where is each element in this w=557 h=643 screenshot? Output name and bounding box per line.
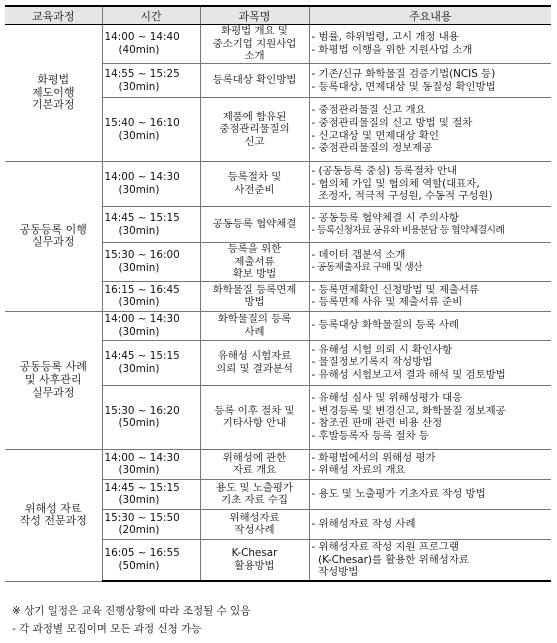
session-time: 14:00 ~ 14:40 <box>104 31 180 44</box>
session-subject: 위해성에 관한 자료 개요 <box>200 449 309 479</box>
session-duration: (30min) <box>118 224 160 237</box>
session-time-cell <box>102 25 200 64</box>
session-subject: 등록절차 및 사전준비 <box>200 162 309 207</box>
session-subject: 제품에 함유된 중점관리물질의 신고 <box>200 98 309 162</box>
session-subject: 화학물질의 등록 사례 <box>200 311 309 340</box>
course-name: 공동등록 이행 실무과정 <box>5 162 102 312</box>
session-subject: 등록을 위한 제출서류 확보 방법 <box>200 243 309 282</box>
session-time: 14:00 ~ 14:30 <box>104 451 180 464</box>
session-time-cell <box>102 311 200 340</box>
session-content <box>309 64 551 98</box>
session-content <box>309 479 551 509</box>
content-item: - 화평법에서의 위해성 평가 <box>311 451 436 464</box>
session-time: 15:30 ~ 16:20 <box>104 404 180 417</box>
content-item: - 범률, 하위법령, 고시 개정 내용 <box>311 31 459 44</box>
course-name: 공동등록 사례 및 사후관리 실무과정 <box>5 311 102 449</box>
session-time: 15:40 ~ 16:10 <box>104 116 180 129</box>
session-time-cell <box>102 162 200 207</box>
session-subject: 등록대상 확인방법 <box>200 64 309 98</box>
content-item: - 후발등록자 등록 절차 등 <box>311 429 429 442</box>
content-item: - 중점관리물질의 신고 방법 및 절차 <box>311 116 473 129</box>
session-time: 14:55 ~ 15:25 <box>104 67 180 80</box>
session-row <box>5 162 551 207</box>
session-subject: K-Chesar 활용방법 <box>200 539 309 581</box>
course-name: 화평법 제도이행 기본과정 <box>5 25 102 162</box>
session-subject: 공동등록 협약체결 <box>200 207 309 243</box>
content-item: - 참조권 판매 관련 비용 산정 <box>311 417 443 430</box>
content-item: - 공동제출자료 구매 및 생산 <box>311 261 422 273</box>
session-content <box>309 509 551 539</box>
session-time-cell <box>102 509 200 539</box>
session-content <box>309 311 551 340</box>
content-item: - 등록대상, 면제대상 및 동질성 확인방법 <box>311 80 496 93</box>
session-time-cell <box>102 479 200 509</box>
session-row <box>5 449 551 479</box>
session-subject: 용도 및 노출평가 기초 자료 수집 <box>200 479 309 509</box>
session-row <box>5 311 551 340</box>
session-content <box>309 25 551 64</box>
header-row <box>5 6 551 25</box>
schedule-body <box>5 25 551 582</box>
session-time: 14:45 ~ 15:15 <box>104 350 180 363</box>
session-time-cell <box>102 64 200 98</box>
content-item: - 등록대상 화학물질의 등록 사례 <box>311 319 459 332</box>
content-item: - 중점관리물질 신고 개요 <box>311 104 426 117</box>
content-item: - 중점관리물질의 정보제공 <box>311 142 433 155</box>
session-content <box>309 207 551 243</box>
course-name: 위해성 자료 작성 전문과정 <box>5 449 102 581</box>
session-subject: 화학물질 등록면제 방법 <box>200 281 309 311</box>
content-item: - 위해성 자료의 개요 <box>311 464 406 477</box>
session-time: 14:45 ~ 15:15 <box>104 211 180 224</box>
session-content <box>309 539 551 581</box>
notes <box>12 602 250 638</box>
session-time-cell <box>102 340 200 385</box>
schedule-table <box>5 5 551 582</box>
session-time: 14:00 ~ 14:30 <box>104 313 180 326</box>
session-time-cell <box>102 449 200 479</box>
session-content <box>309 449 551 479</box>
session-content <box>309 385 551 449</box>
content-item: - 위해성자료 작성 지원 프로그램 (K-Chesar)를 활용한 위해성자료 작성방법 <box>311 541 469 579</box>
session-content <box>309 281 551 311</box>
session-duration: (40min) <box>118 44 160 56</box>
content-item: - 신고대상 및 면제대상 확인 <box>311 129 439 142</box>
header-course: 교육과정 <box>5 6 102 25</box>
session-subject: 화평법 개요 및 중소기업 지원사업 소개 <box>200 25 309 64</box>
session-duration: (30min) <box>118 261 160 274</box>
session-duration: (30min) <box>118 184 160 196</box>
session-content <box>309 162 551 207</box>
session-time-cell <box>102 98 200 162</box>
content-item: - 위해성자료 작성 사례 <box>311 517 416 530</box>
content-item: - 데이터 갭분석 소개 <box>311 249 406 262</box>
content-item: - 등록면제확인 신청방법 및 제출서류 <box>311 283 480 296</box>
content-item: - 등록면제 사유 및 제출서류 준비 <box>311 296 463 309</box>
content-item: - 등록신청자료 공유와 비용분담 등 협약체결시례 <box>311 224 505 236</box>
content-item: - 협의체 가입 및 협의체 역할(대표자, 조정자, 적극적 구성원, 수동적 구성원) <box>311 177 493 203</box>
session-time-cell <box>102 243 200 282</box>
content-item: - 공동등록 협약체결 시 주의사항 <box>311 211 459 224</box>
note-enrollment: - 각 과정별 모집이며 모든 과정 신청 가능 <box>12 623 202 635</box>
content-item: - 변경등록 및 변경신고, 화학물질 정보제공 <box>311 404 506 417</box>
session-duration: (50min) <box>118 417 160 430</box>
session-content <box>309 98 551 162</box>
session-content <box>309 340 551 385</box>
session-duration: (30min) <box>118 494 160 507</box>
content-item: - 유해성 시험 의뢰 시 확인사항 <box>311 343 453 356</box>
session-time: 16:15 ~ 16:45 <box>104 283 180 296</box>
content-item: - 유해성 시험보고서 결과 해석 및 검토방법 <box>311 369 506 382</box>
session-duration: (20min) <box>118 524 160 537</box>
session-time: 16:05 ~ 16:55 <box>104 547 180 560</box>
session-duration: (30min) <box>118 129 160 142</box>
session-duration: (30min) <box>118 362 160 375</box>
content-item: - 화평법 이행을 위한 지원사업 소개 <box>311 44 473 56</box>
session-time-cell <box>102 385 200 449</box>
content-item: - 물질정보기록지 작성방법 <box>311 356 433 369</box>
session-subject: 유해성 시험자료 의뢰 및 결과분석 <box>200 340 309 385</box>
session-duration: (30min) <box>118 464 160 477</box>
session-duration: (30min) <box>118 80 160 93</box>
header-content: 주요내용 <box>309 6 551 25</box>
session-time-cell <box>102 281 200 311</box>
session-duration: (30min) <box>118 296 160 309</box>
content-item: - 유해성 심사 및 위해성평가 대응 <box>311 392 463 405</box>
session-row <box>5 25 551 64</box>
content-item: - 기존/신규 화학물질 검증기법(NCIS 등) <box>311 67 496 80</box>
session-time-cell <box>102 539 200 581</box>
header-subject: 과목명 <box>200 6 309 25</box>
session-content <box>309 243 551 282</box>
session-time: 14:00 ~ 14:30 <box>104 171 180 184</box>
session-time: 14:45 ~ 15:15 <box>104 481 180 494</box>
content-item: - 용도 및 노출평가 기초자료 작성 방법 <box>311 487 486 500</box>
session-duration: (30min) <box>118 325 160 338</box>
session-duration: (50min) <box>118 560 160 573</box>
session-time: 15:30 ~ 16:00 <box>104 249 180 262</box>
session-time-cell <box>102 207 200 243</box>
session-subject: 등록 이후 절차 및 기타사항 안내 <box>200 385 309 449</box>
note-schedule-adjust: ※ 상기 일정은 교육 진행상황에 따라 조정될 수 있음 <box>12 605 251 617</box>
session-time: 15:30 ~ 15:50 <box>104 511 180 524</box>
session-subject: 위해성자료 작성사례 <box>200 509 309 539</box>
header-time: 시간 <box>102 6 200 25</box>
content-item: - (공동등록 중심) 등록절차 안내 <box>311 165 458 178</box>
